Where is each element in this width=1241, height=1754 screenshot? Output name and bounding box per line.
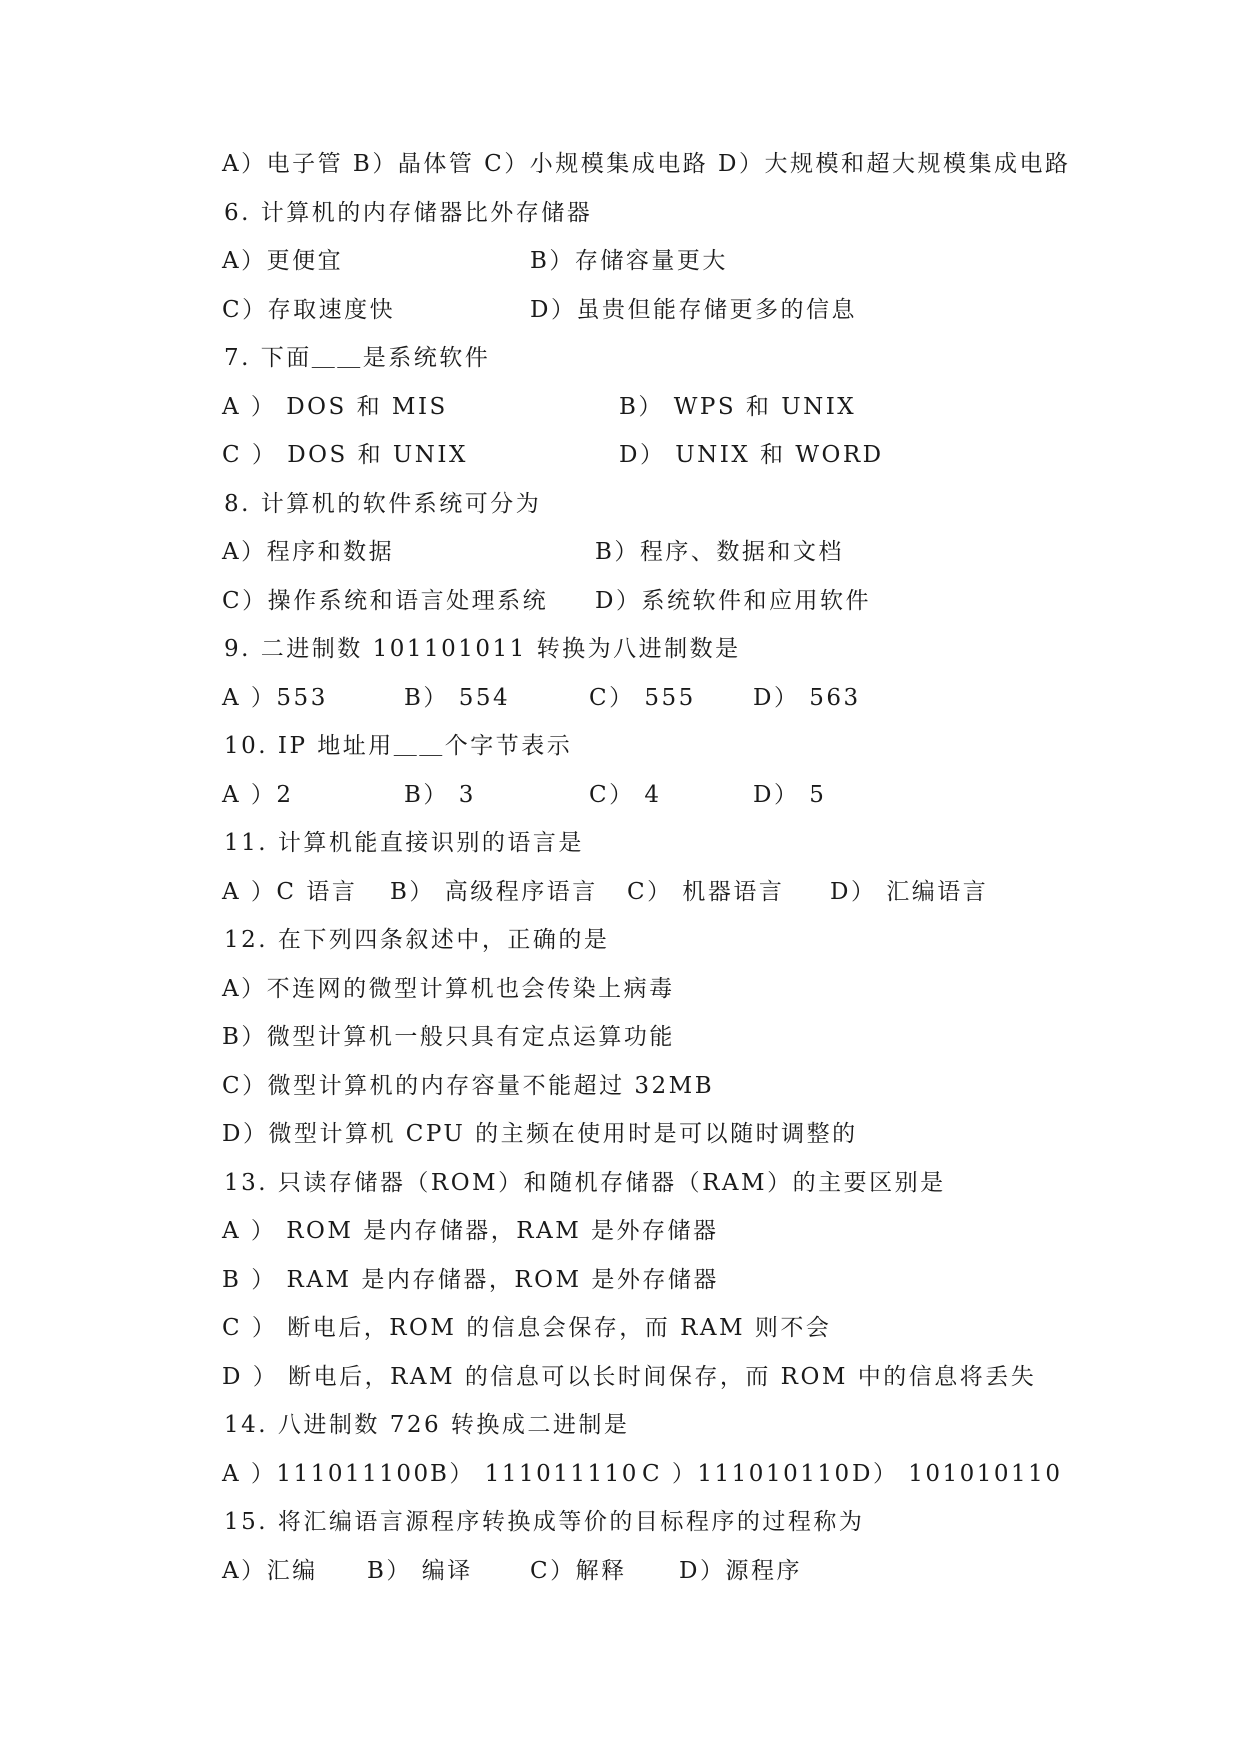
- answer-option: D） 5: [753, 781, 827, 808]
- answer-option: B） WPS 和 UNIX: [619, 393, 857, 420]
- answer-option: B） 554: [404, 684, 511, 711]
- answer-option: B） 3: [404, 781, 476, 808]
- answer-option: B ） RAM 是内存储器，ROM 是外存储器: [222, 1266, 719, 1293]
- answer-option: B） 111011110: [430, 1460, 639, 1487]
- answer-option: D） 汇编语言: [830, 878, 989, 905]
- answer-option: D） UNIX 和 WORD: [619, 442, 884, 468]
- answer-option: A ）111011100: [222, 1460, 431, 1487]
- answer-option: C）微型计算机的内存容量不能超过 32MB: [222, 1072, 715, 1099]
- answer-option: A）汇编: [222, 1557, 318, 1584]
- answer-option: C） 555: [589, 684, 696, 711]
- question-text: 9. 二进制数 101101011 转换为八进制数是: [224, 636, 741, 662]
- answer-option: D）虽贵但能存储更多的信息: [530, 296, 857, 323]
- answer-option: A）不连网的微型计算机也会传染上病毒: [222, 975, 675, 1002]
- answer-option: C）解释: [530, 1557, 627, 1584]
- question-text: 12. 在下列四条叙述中，正确的是: [224, 927, 610, 953]
- question-text: 7. 下面＿＿是系统软件: [224, 345, 491, 371]
- answer-option: B）微型计算机一般只具有定点运算功能: [222, 1024, 675, 1050]
- question-text: 13. 只读存储器（ROM）和随机存储器（RAM）的主要区别是: [224, 1169, 946, 1196]
- answer-option: C）存取速度快: [222, 296, 396, 323]
- answer-option: C ） DOS 和 UNIX: [222, 442, 468, 468]
- answer-option: D ） 断电后，RAM 的信息可以长时间保存，而 ROM 中的信息将丢失: [222, 1363, 1037, 1390]
- answer-option: A ）553: [222, 684, 328, 711]
- question-text: 8. 计算机的软件系统可分为: [224, 490, 542, 517]
- answer-option: A）程序和数据: [222, 539, 395, 565]
- answer-option: A ） ROM 是内存储器，RAM 是外存储器: [222, 1218, 719, 1244]
- answer-option: A ）C 语言: [222, 878, 358, 905]
- answer-option: B）存储容量更大: [530, 248, 728, 274]
- answer-option: A ） DOS 和 MIS: [222, 393, 448, 420]
- answer-option: C） 4: [589, 781, 662, 808]
- answer-option: B） 编译: [367, 1557, 473, 1584]
- answer-option: D）系统软件和应用软件: [595, 587, 871, 614]
- answer-option: B）程序、数据和文档: [595, 539, 844, 565]
- answer-option: C ） 断电后，ROM 的信息会保存，而 RAM 则不会: [222, 1315, 832, 1341]
- answer-option: D） 563: [753, 684, 861, 711]
- answer-option: C）操作系统和语言处理系统: [222, 587, 549, 614]
- answer-option: D）源程序: [679, 1557, 802, 1584]
- question-text: 11. 计算机能直接识别的语言是: [224, 830, 584, 856]
- answer-option: C ）111010110: [642, 1460, 852, 1487]
- answer-option: D） 101010110: [852, 1460, 1063, 1487]
- answer-option: A）更便宜: [222, 248, 344, 274]
- question-text: 10. IP 地址用＿＿个字节表示: [224, 733, 573, 759]
- answer-option: B） 高级程序语言: [390, 878, 598, 905]
- answer-option: A ）2: [222, 781, 294, 808]
- question-text: 15. 将汇编语言源程序转换成等价的目标程序的过程称为: [224, 1509, 865, 1535]
- answer-option: A）电子管 B）晶体管 C）小规模集成电路 D）大规模和超大规模集成电路: [222, 151, 1071, 177]
- question-text: 6. 计算机的内存储器比外存储器: [224, 199, 593, 226]
- answer-option: C） 机器语言: [627, 878, 785, 905]
- answer-option: D）微型计算机 CPU 的主频在使用时是可以随时调整的: [222, 1121, 858, 1147]
- question-text: 14. 八进制数 726 转换成二进制是: [224, 1412, 630, 1438]
